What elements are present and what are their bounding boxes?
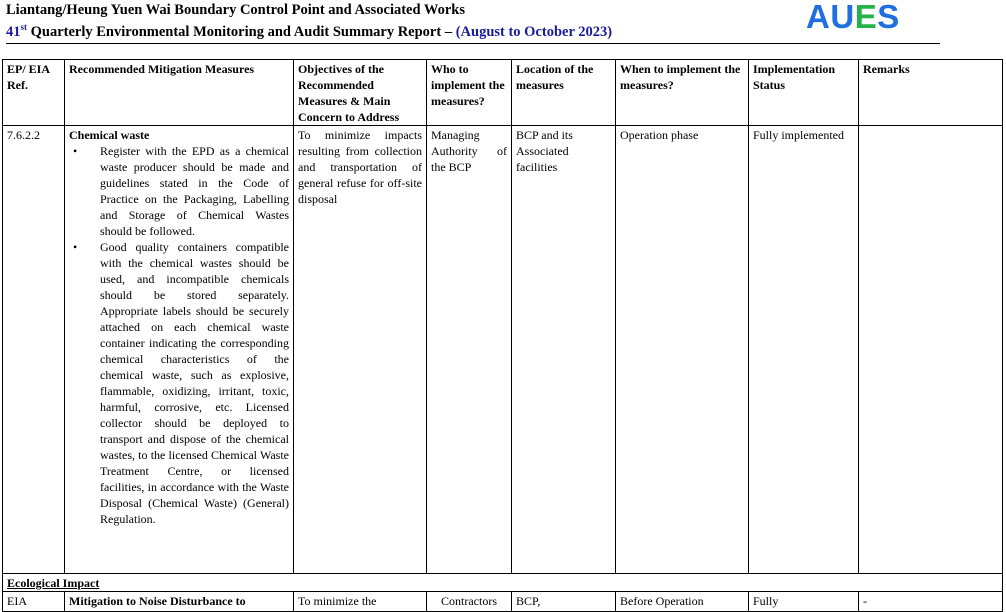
table-row <box>3 592 1003 612</box>
col-header-measures: Recommended Mitigation Measures <box>65 60 294 126</box>
cell-when: Operation phase <box>616 126 749 574</box>
report-number: 41 <box>6 23 21 40</box>
col-header-when: When to implement the measures? <box>616 60 749 126</box>
bullet-text: Register with the EPD as a chemical waste producer should be made and guidelines stated in the Code of Practice on the Packaging, Labelling and Storage of Chemical Wastes should be followed. <box>100 144 289 238</box>
col-header-location: Location of the measures <box>512 60 616 126</box>
cell-objective: To minimize the <box>294 592 427 612</box>
measure-bullet <box>69 143 289 239</box>
table-header-row <box>3 60 1003 126</box>
table-row <box>3 126 1003 574</box>
col-header-remarks: Remarks <box>859 60 1003 126</box>
section-label: Ecological Impact <box>3 574 1003 592</box>
cell-objective: To minimize impacts resulting from collection and transportation of general refuse for off-site disposal <box>294 126 427 574</box>
header-divider <box>6 43 940 44</box>
cell-ref: 7.6.2.2 <box>3 126 65 574</box>
cell-who: Contractors <box>427 592 512 612</box>
section-row <box>3 574 1003 592</box>
logo-letter-s: S <box>877 0 900 35</box>
report-title: Quarterly Environmental Monitoring and Audit Summary Report – <box>27 23 456 40</box>
cell-ref: EIA <box>3 592 65 612</box>
measure-bullet <box>69 239 289 527</box>
cell-status: Fully <box>749 592 859 612</box>
report-header <box>6 2 946 42</box>
report-number-suffix: st <box>20 22 27 32</box>
bullet-text: Good quality containers compatible with the chemical wastes should be used, and incompatible chemicals should be stored separately. Appropriate labels should be securely attached on each chemical waste container indicating the corresponding chemical characteristics of the chemical waste, such as explosive, flammable, oxidizing, irritant, toxic, harmful, corrosive, etc. Licensed collector should be deployed to transport and dispose of the chemical wastes, to the licensed Chemical Waste Treatment Centre, or licensed facilities, in accordance with the Waste Disposal (Chemical Waste) (General) Regulation. <box>100 240 289 526</box>
logo-letter-a: A <box>806 0 831 35</box>
cell-who: Managing Authority of the BCP <box>427 126 512 574</box>
col-header-objectives: Objectives of the Recommended Measures & Main Concern to Address <box>294 60 427 126</box>
cell-measures: Mitigation to Noise Disturbance to <box>65 592 294 612</box>
logo-letter-e: E <box>854 0 878 35</box>
cell-remarks <box>859 126 1003 574</box>
report-title-line <box>6 19 946 41</box>
bullet-dot: • <box>73 144 78 158</box>
cell-remarks: - <box>859 592 1003 612</box>
logo-letter-u: U <box>830 0 855 35</box>
col-header-ref: EP/ EIA Ref. <box>3 60 65 126</box>
aues-logo <box>806 0 900 35</box>
cell-location: BCP, <box>512 592 616 612</box>
col-header-status: Implementation Status <box>749 60 859 126</box>
cell-status: Fully implemented <box>749 126 859 574</box>
report-period: (August to October 2023) <box>455 23 613 40</box>
measure-title: Chemical waste <box>69 128 150 142</box>
col-header-who: Who to implement the measures? <box>427 60 512 126</box>
cell-when: Before Operation <box>616 592 749 612</box>
project-title: Liantang/Heung Yuen Wai Boundary Control Point and Associated Works <box>6 2 466 18</box>
cell-measures <box>65 126 294 574</box>
bullet-dot: • <box>73 240 78 254</box>
mitigation-measures-table <box>2 59 1003 612</box>
cell-location: BCP and its Associated facilities <box>512 126 616 574</box>
